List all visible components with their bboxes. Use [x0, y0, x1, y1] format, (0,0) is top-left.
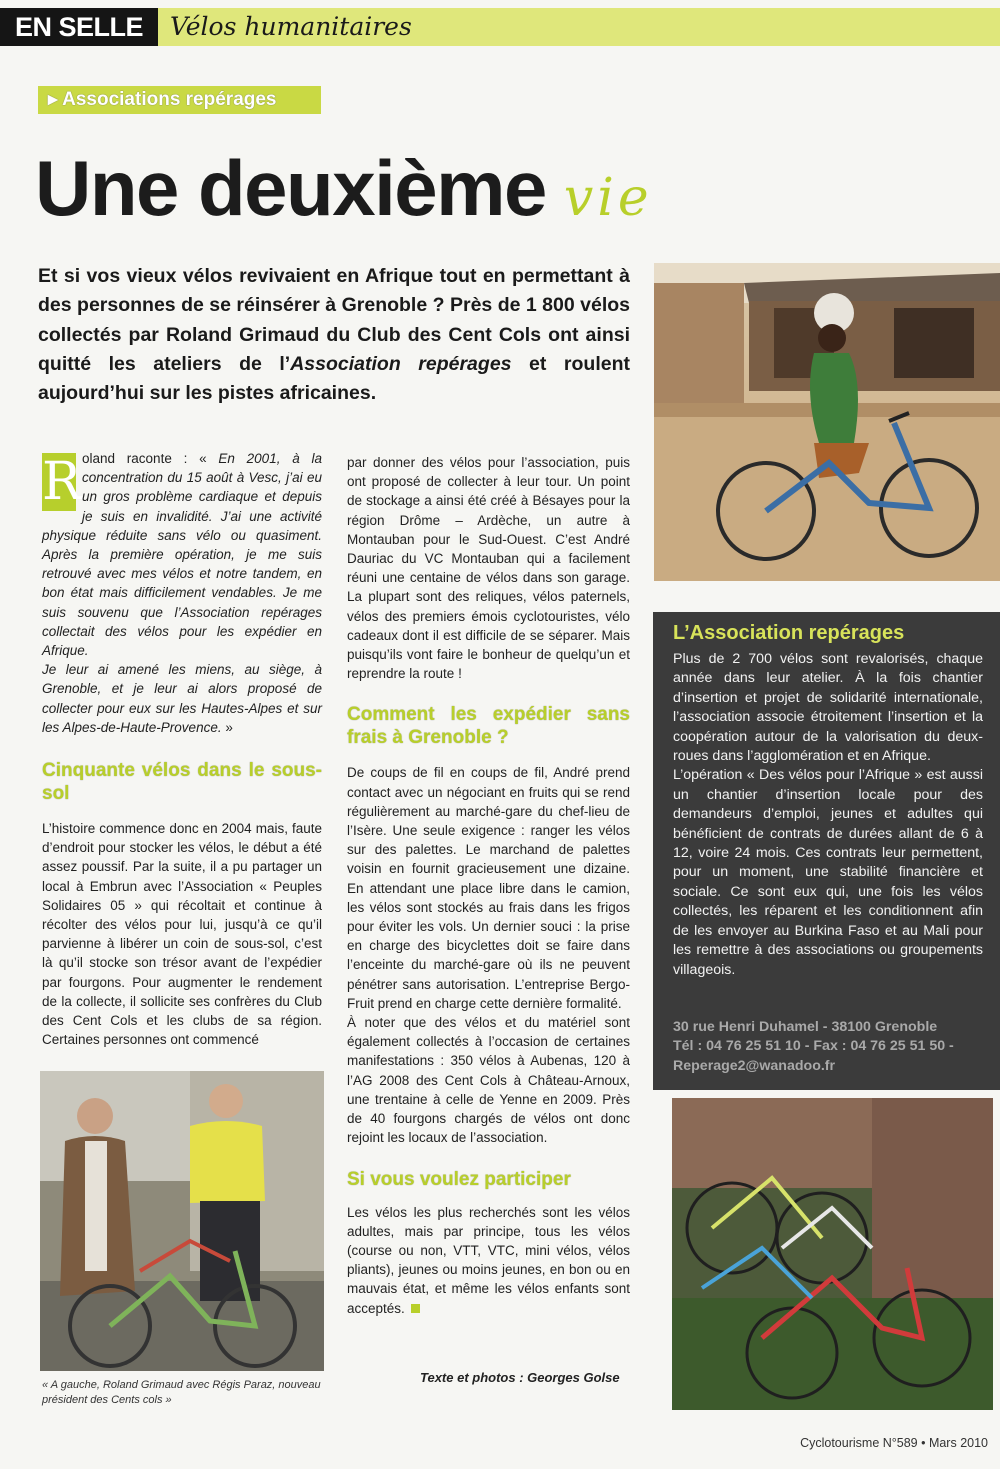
cyclist-illustration	[654, 263, 1000, 581]
lead-text-2: et roulent aujourd’hui sur les pistes africaines.	[38, 352, 631, 405]
title-main: Une deuxième	[35, 144, 546, 232]
col2-body-1: par donner des vélos pour l’association, puis ont proposé de collecter à leur tour. Un point de stockage a ainsi été créé à Bésayes pour la région Drôme – Ardèche, un autre à Montauban pour le Sud-Ouest. C’est André Dauriac du VC Montauban qui a facilement réuni une centaine de vélos dans son garage. La plupart sont des reliques, vélos paternels, vélos des premiers émois cyclotouristes, vélo cadeaux dont il est difficile de se séparer. Mais puisqu’ils vont faire le bonheur de quelqu’un et reprendre la route !	[347, 455, 630, 682]
sidebar-body	[673, 650, 983, 980]
intro-plain: oland raconte : «	[82, 451, 219, 466]
col2-body-4-text: Les vélos les plus recherchés sont les vélos adultes, mais par principe, tous les vélos (course ou non, VTT, VTC, mini vélos, vélos pliants), jeunes ou moins jeunes, en bon ou en mauvais état, et même les vélos enfants sont acceptés.	[347, 1204, 630, 1316]
sidebar-p2: L’opération « Des vélos pour l’Afrique » est aussi un chantier d’insertion locale pour des demandeurs d’emploi, jeunes et adultes qui bénéficient de contrats de durées allant de 6 à 12, voire 24 mois. Ces contrats leur permettent, pour un moment, une stabilité financière et sociale. Ce sont eux qui, une fois les vélos collectés, les réparent et les conditionnent afin de les envoyer au Burkina Faso et au Mali pour les remettre à des associations ou groupements villageois.	[673, 767, 983, 978]
section-tag: EN SELLE	[0, 8, 158, 46]
credit-line: Texte et photos : Georges Golse	[420, 1370, 620, 1385]
photo-parked-bikes	[672, 1098, 993, 1410]
rubric-band	[158, 8, 1000, 46]
lead-paragraph	[38, 262, 630, 408]
end-mark-icon	[411, 1304, 420, 1313]
col2-body-4	[347, 1203, 630, 1318]
photo-caption: « A gauche, Roland Grimaud avec Régis Paraz, nouveau président des Cents cols »	[42, 1379, 321, 1406]
sidebar-title: L’Association repérages	[673, 622, 905, 644]
topic-tag-label: Associations repérages	[62, 89, 277, 110]
col1-body: L’histoire commence donc en 2004 mais, faute d’endroit pour stocker les vélos, le début a été assez poussif. Par la suite, il a pu partager un local à Embrun avec l’Association « Peuples Solidaires 05 » qui récoltait et continue à récolter des vélos pour lui, jusqu’à ce qu’il parvienne à libérer un coin de sous-sol, c’est là qu’il stocke son trésor avant de l’expédier par fourgons. Pour augmenter le rendement de la collecte, il sollicite ses confrères du Club des Cent Cols et les clubs de sa région. Certaines personnes ont commencé	[42, 821, 322, 1048]
subhead-participer: Si vous voulez participer	[347, 1168, 571, 1190]
contact-address: 30 rue Henri Duhamel - 38100 Grenoble	[673, 1019, 938, 1035]
lead-italic: Association repérages	[290, 352, 512, 375]
col2-body-3: À noter que des vélos et du matériel sont également collectés à l’occasion de certaines manifestations : 350 vélos à Aubenas, 120 à l’AG 2008 des Cent Cols à Château-Arnoux, une trentaine à celle de Yenne en 2009. Près de 40 fourgons chargés de vélos ont donc rejoint les locaux de l’association.	[347, 1015, 630, 1146]
lead-text-1: Et si vos vieux vélos revivaient en Afrique tout en permettant à des personnes de se réinsérer à Grenoble ? Près de 1 800 vélos collectés par Roland Grimaud du Club des Cent Cols ont ainsi quitté les ateliers de l’	[38, 265, 630, 375]
rubric-label: Vélos humanitaires	[170, 12, 412, 41]
sidebar-contact	[673, 1018, 993, 1076]
photo-two-men	[40, 1071, 324, 1371]
page-title	[35, 140, 653, 246]
page-footer: Cyclotourisme N°589 • Mars 2010	[800, 1436, 988, 1450]
photo-woman-cycling	[654, 263, 1000, 581]
intro-quote-2	[42, 660, 322, 737]
subhead-expedier: Comment les expédier sans frais à Grenoble ?	[347, 704, 630, 749]
intro-quote-1: En 2001, à la concentration du 15 août à Vesc, j’ai eu un gros problème cardiaque et depuis je suis en invalidité. J’ai une activité physique réduite sans vélo ou quasiment. Après la première opération, je me suis retrouvé avec mes vélos et notre tandem, en bon état mais difficilement vendables. Je me suis souvenu que l’Association repérages collectait des vélos pour les expédier en Afrique.	[42, 451, 322, 659]
column-2	[347, 453, 630, 1318]
dropcap: R	[42, 452, 82, 512]
col2-body-2: De coups de fil en coups de fil, André prend contact avec un négociant en fruits qui se rend régulièrement au marché-gare du chef-lieu de l’Isère. Une seule exigence : ranger les vélos sur des palettes. Le marchand de palettes voisin en fournit gracieusement une dizaine. En attendant une place libre dans le camion, les vélos sont stockés au frais dans les frigos pour éviter les vols. Un dernier souci : la prise en charge des bicyclettes doit se faire dans l’enceinte du marché-gare où ils ne peuvent pénétrer sans autorisation. L’entreprise Bergo-Fruit prend en charge cette dernière formalité.	[347, 765, 630, 1011]
intro-quote-end: »	[221, 719, 233, 735]
sidebar-p1: Plus de 2 700 vélos sont revalorisés, chaque année dans leur atelier. À la fois chantier d’insertion et projet de solidarité internationale, l’association associe étroitement l’insertion et la coopération autour de la valorisation du deux-roues dans l’agglomération et en Afrique.	[673, 651, 983, 765]
men-bikes-illustration	[40, 1071, 324, 1371]
topic-tag: ▸ Associations repérages	[38, 86, 321, 114]
intro-paragraph	[42, 449, 322, 660]
contact-email: Reperage2@wanadoo.fr	[673, 1057, 836, 1074]
title-accent: vie	[563, 168, 653, 228]
subhead-cinquante: Cinquante vélos dans le sous-sol	[42, 760, 322, 805]
bikes-illustration	[672, 1098, 993, 1410]
column-1	[42, 449, 322, 1049]
intro-quote-2-text: Je leur ai amené les miens, au siège, à Grenoble, et je leur ai alors proposé de collecter pour eux sur les Hautes-Alpes et sur les Alpes-de-Haute-Provence.	[42, 662, 322, 735]
contact-phone: Tél : 04 76 25 51 10 - Fax : 04 76 25 51 50 -	[673, 1038, 954, 1055]
